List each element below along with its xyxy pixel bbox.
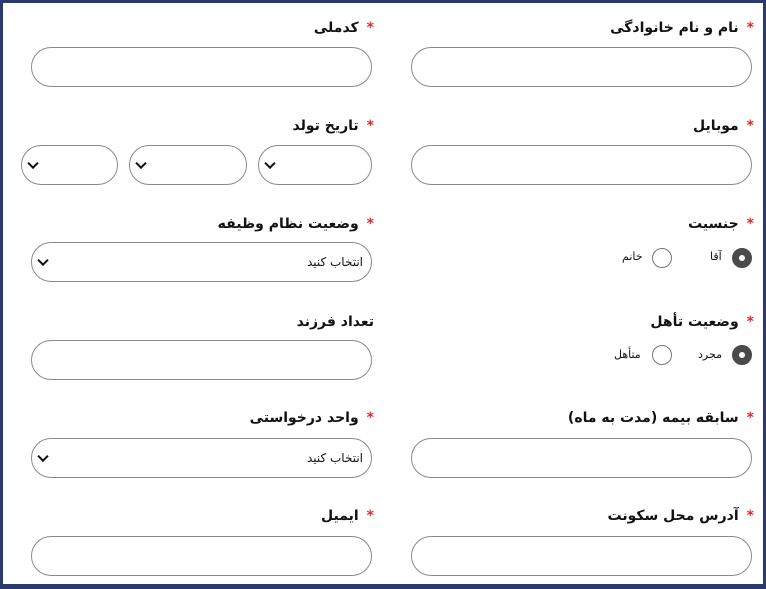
gender-male-radio[interactable] — [732, 248, 752, 268]
children-count-label: تعداد فرزند — [296, 314, 374, 330]
marital-single-label: مجرد — [698, 348, 722, 361]
required-star: * — [366, 216, 374, 232]
national-code-label: *کدملی — [313, 20, 374, 36]
marital-married-radio[interactable] — [652, 345, 672, 365]
gender-label: *جنسیت — [688, 216, 754, 232]
gender-female-label: خانم — [622, 250, 643, 263]
email-label: *ایمیل — [321, 508, 374, 524]
military-status-select[interactable]: انتخاب کنید — [31, 242, 372, 282]
full-name-label: *نام و نام خانوادگی — [610, 20, 754, 36]
required-star: * — [746, 216, 754, 232]
birth-day-select[interactable] — [258, 145, 372, 185]
requested-unit-label: *واحد درخواستی — [249, 410, 374, 426]
birth-month-select[interactable] — [129, 145, 247, 185]
mobile-label: *موبایل — [692, 118, 754, 134]
required-star: * — [746, 20, 754, 36]
insurance-history-label: *سابقه بیمه (مدت به ماه) — [567, 410, 754, 426]
required-star: * — [366, 118, 374, 134]
gender-female-radio[interactable] — [652, 248, 672, 268]
required-star: * — [366, 508, 374, 524]
required-star: * — [746, 508, 754, 524]
email-input[interactable] — [31, 536, 372, 576]
marital-married-label: متأهل — [614, 348, 641, 361]
gender-male-label: آقا — [710, 250, 722, 263]
chevron-down-icon — [264, 158, 275, 169]
chevron-down-icon — [37, 451, 48, 462]
military-status-label: *وضعیت نظام وظیفه — [217, 216, 374, 232]
required-star: * — [746, 314, 754, 330]
birth-year-select[interactable] — [21, 145, 118, 185]
national-code-input[interactable] — [31, 47, 372, 87]
marital-status-label: *وضعیت تأهل — [650, 314, 754, 330]
full-name-input[interactable] — [411, 47, 752, 87]
chevron-down-icon — [37, 255, 48, 266]
required-star: * — [366, 410, 374, 426]
requested-unit-select[interactable]: انتخاب کنید — [31, 438, 372, 478]
required-star: * — [366, 20, 374, 36]
chevron-down-icon — [27, 158, 38, 169]
address-input[interactable] — [411, 536, 752, 576]
birth-date-label: *تاریخ تولد — [292, 118, 374, 134]
children-count-input[interactable] — [31, 340, 372, 380]
insurance-history-input[interactable] — [411, 438, 752, 478]
marital-single-radio[interactable] — [732, 345, 752, 365]
address-label: *آدرس محل سکونت — [607, 508, 754, 524]
chevron-down-icon — [135, 158, 146, 169]
required-star: * — [746, 410, 754, 426]
required-star: * — [746, 118, 754, 134]
mobile-input[interactable] — [411, 145, 752, 185]
